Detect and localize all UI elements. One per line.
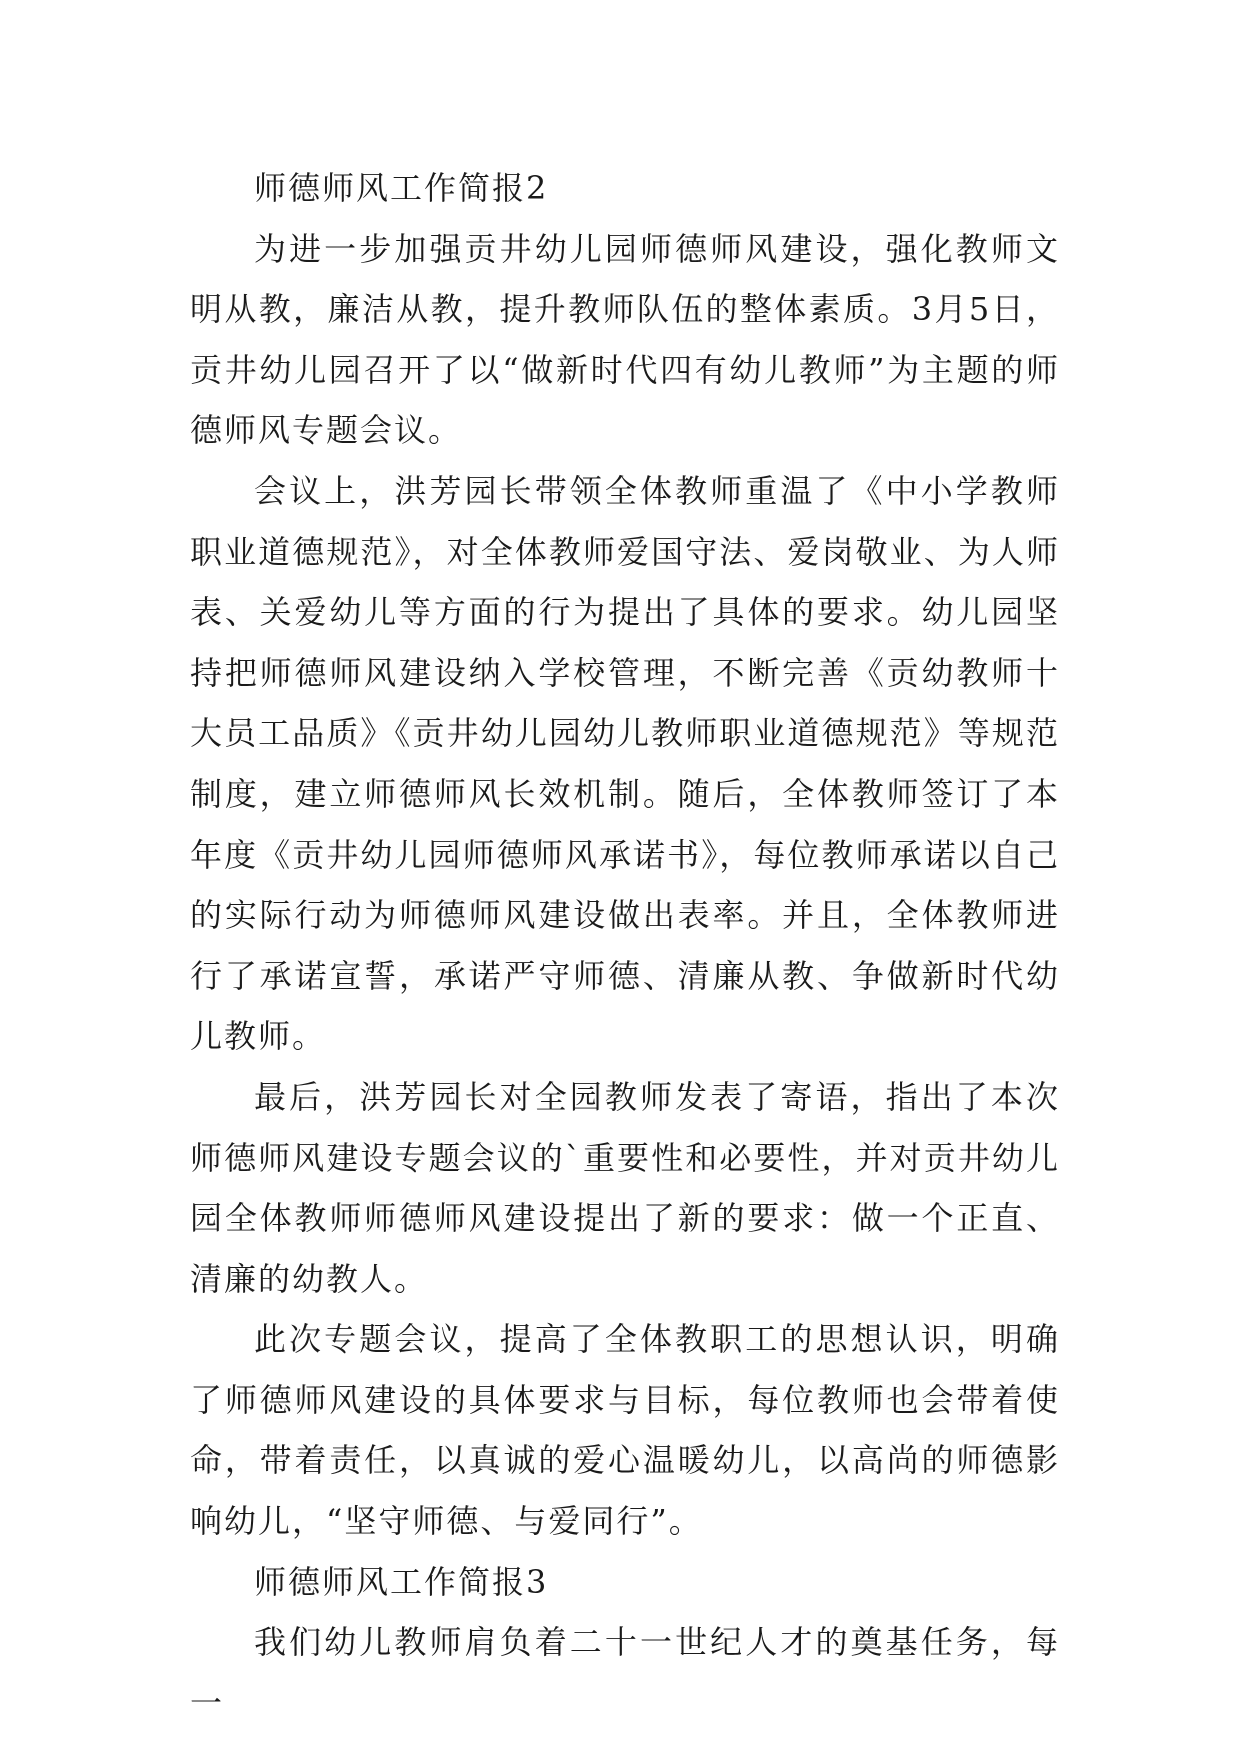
paragraph-meeting: 会议上，洪芳园长带领全体教师重温了《中小学教师职业道德规范》，对全体教师爱国守法、爱岗敬业、为人师表、关爱幼儿等方面的行为提出了具体的要求。幼儿园坚持把师德师风建设纳入学校管理，不断完善《贡幼教师十大员工品质》《贡井幼儿园幼儿教师职业道德规范》等规范制度，建立师德师风长效机制。随后，全体教师签订了本年度《贡井幼儿园师德师风承诺书》，每位教师承诺以自己的实际行动为师德师风建设做出表率。并且，全体教师进行了承诺宣誓，承诺严守师德、清廉从教、争做新时代幼儿教师。 [190,471,1060,1056]
section-heading-3: 师德师风工作简报3 [254,1562,549,1601]
paragraph-intro: 为进一步加强贡井幼儿园师德师风建设，强化教师文明从教，廉洁从教，提升教师队伍的整体素质。3月5日，贡井幼儿园召开了以“做新时代四有幼儿教师”为主题的师德师风专题会议。 [190,229,1060,450]
paragraph-closing-remarks: 最后，洪芳园长对全园教师发表了寄语，指出了本次师德师风建设专题会议的`重要性和必要性，并对贡井幼儿园全体教师师德师风建设提出了新的要求：做一个正直、清廉的幼教人。 [190,1077,1060,1298]
paragraph-summary: 此次专题会议，提高了全体教职工的思想认识，明确了师德师风建设的具体要求与目标，每位教师也会带着使命，带着责任，以真诚的爱心温暖幼儿，以高尚的师德影响幼儿，“坚守师德、与爱同行”。 [190,1320,1060,1541]
paragraph-section-3-start: 我们幼儿教师肩负着二十一世纪人才的奠基任务，每一 [190,1623,1060,1722]
section-heading-2: 师德师风工作简报2 [254,169,549,207]
document-body [190,158,1060,1733]
